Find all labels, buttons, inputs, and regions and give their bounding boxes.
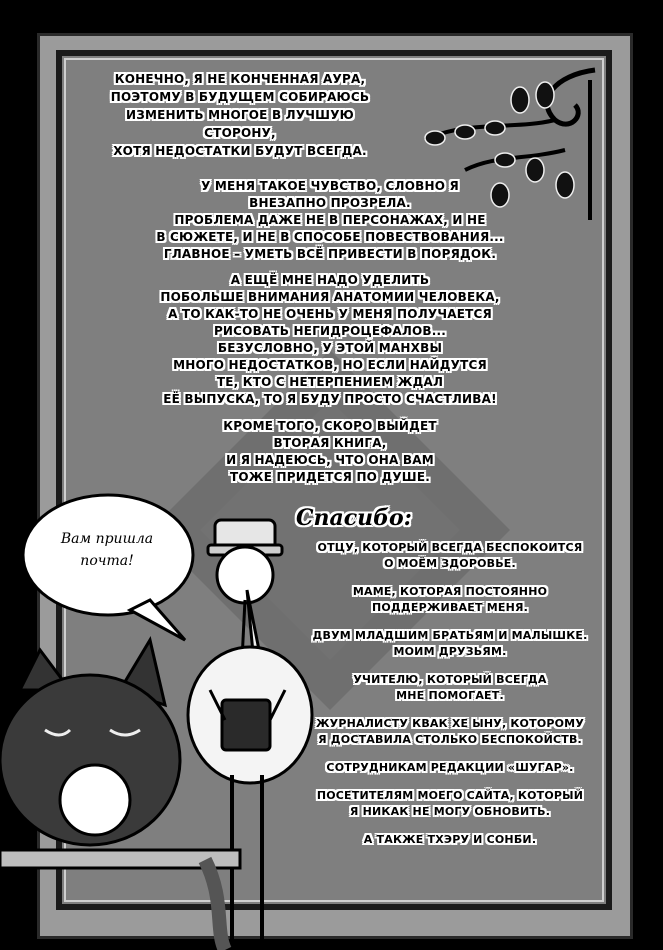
stork-mailman <box>188 520 312 950</box>
thanks-heading: Спасибо: <box>296 505 412 531</box>
intro-paragraph <box>95 70 385 160</box>
thanks-item: ОТЦУ, КОТОРЫЙ ВСЕГДА БЕСПОКОИТСЯ О МОЁМ ЗДОРОВЬЕ. <box>317 541 583 570</box>
anatomy-text: А ЕЩЁ МНЕ НАДО УДЕЛИТЬ ПОБОЛЬШЕ ВНИМАНИЯ АНАТОМИИ ЧЕЛОВЕКА, А ТО КАК-ТО НЕ ОЧЕНЬ У МЕНЯ ПОЛУЧАЕТСЯ РИСОВАТЬ НЕГИДРОЦЕФАЛОВ... БЕЗУСЛОВНО, У ЭТОЙ МАНХВЫ МНОГО НЕДОСТАТКОВ, НО ЕСЛИ НАЙДУТСЯ ТЕ, КТО С НЕТЕРПЕНИЕМ ЖДАЛ ЕЁ ВЫПУСКА, ТО Я БУДУ ПРОСТО СЧАСТЛИВА! <box>160 273 500 406</box>
feeling-paragraph <box>140 178 520 263</box>
speech-bubble-text: Вам пришла почта! <box>60 531 154 569</box>
feeling-text: У МЕНЯ ТАКОЕ ЧУВСТВО, СЛОВНО Я ВНЕЗАПНО ПРОЗРЕЛА. ПРОБЛЕМА ДАЖЕ НЕ В ПЕРСОНАЖАХ, И НЕ В СЮЖЕТЕ, И НЕ В СПОСОБЕ ПОВЕСТВОВАНИЯ... ГЛАВНОЕ – УМЕТЬ ВСЁ ПРИВЕСТИ В ПОРЯДОК. <box>156 179 504 261</box>
thanks-item: ДВУМ МЛАДШИМ БРАТЬЯМ И МАЛЫШКЕ. МОИМ ДРУЗЬЯМ. <box>312 629 588 658</box>
thanks-item: ПОСЕТИТЕЛЯМ МОЕГО САЙТА, КОТОРЫЙ Я НИКАК НЕ МОГУ ОБНОВИТЬ. <box>316 789 584 818</box>
thanks-item: УЧИТЕЛЮ, КОТОРЫЙ ВСЕГДА МНЕ ПОМОГАЕТ. <box>353 673 547 702</box>
thanks-list <box>305 540 595 860</box>
thanks-item: СОТРУДНИКАМ РЕДАКЦИИ «ШУГАР». <box>326 761 574 774</box>
thanks-item: ЖУРНАЛИСТУ КВАК ХЕ ЫНУ, КОТОРОМУ Я ДОСТАВИЛА СТОЛЬКО БЕСПОКОЙСТВ. <box>315 717 585 746</box>
anatomy-paragraph <box>140 272 520 408</box>
thanks-item: МАМЕ, КОТОРАЯ ПОСТОЯННО ПОДДЕРЖИВАЕТ МЕНЯ. <box>352 585 548 614</box>
intro-text: КОНЕЧНО, Я НЕ КОНЧЕННАЯ АУРА, ПОЭТОМУ В БУДУЩЕМ СОБИРАЮСЬ ИЗМЕНИТЬ МНОГОЕ В ЛУЧШУЮ СТОРОНУ, ХОТЯ НЕДОСТАТКИ БУДУТ ВСЕГДА. <box>110 72 370 158</box>
thanks-item: А ТАКЖЕ ТХЭРУ И СОНБИ. <box>363 833 537 846</box>
second-book-text: КРОМЕ ТОГО, СКОРО ВЫЙДЕТ ВТОРАЯ КНИГА, И Я НАДЕЮСЬ, ЧТО ОНА ВАМ ТОЖЕ ПРИДЕТСЯ ПО ДУШЕ. <box>223 419 437 484</box>
second-book-paragraph <box>200 418 460 486</box>
